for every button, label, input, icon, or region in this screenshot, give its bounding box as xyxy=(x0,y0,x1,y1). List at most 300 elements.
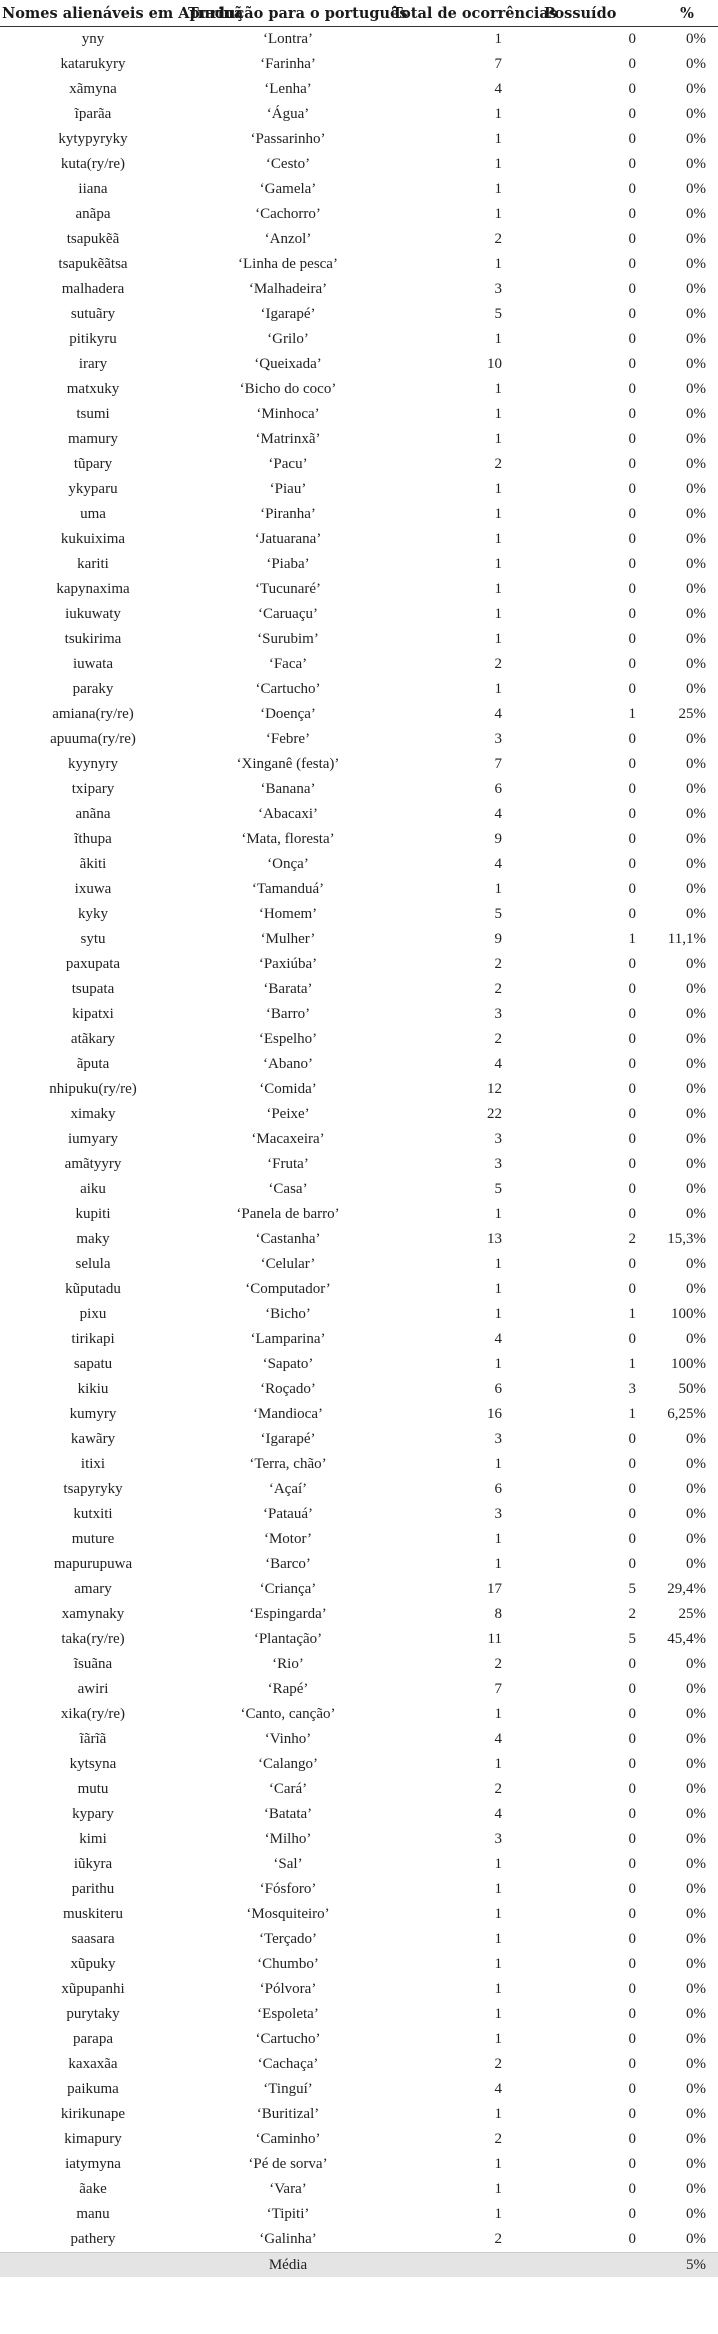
possessed-cell: 0 xyxy=(628,381,636,397)
percent-cell: 0% xyxy=(686,231,706,247)
table-row xyxy=(0,2202,718,2227)
apurina-name-cell: muture xyxy=(71,1531,115,1547)
table-row xyxy=(0,1302,718,1327)
possessed-cell: 0 xyxy=(628,1031,636,1047)
percent-cell: 0% xyxy=(686,281,706,297)
table-row xyxy=(0,1502,718,1527)
table-row xyxy=(0,1402,718,1427)
possessed-cell: 0 xyxy=(628,1331,636,1347)
total-cell: 3 xyxy=(494,731,502,747)
possessed-cell: 0 xyxy=(628,1181,636,1197)
percent-cell: 0% xyxy=(686,681,706,697)
possessed-cell: 1 xyxy=(628,1306,636,1322)
possessed-cell: 0 xyxy=(628,1981,636,1997)
possessed-cell: 0 xyxy=(628,1531,636,1547)
translation-cell: ‘Fósforo’ xyxy=(259,1881,317,1897)
percent-cell: 0% xyxy=(686,1681,706,1697)
possessed-cell: 0 xyxy=(628,1056,636,1072)
total-cell: 1 xyxy=(494,2156,502,2172)
total-cell: 2 xyxy=(494,2131,502,2147)
total-cell: 7 xyxy=(494,56,502,72)
translation-cell: ‘Tamanduá’ xyxy=(251,881,325,897)
total-cell: 1 xyxy=(494,481,502,497)
header-row xyxy=(0,0,718,27)
possessed-cell: 0 xyxy=(628,731,636,747)
total-cell: 12 xyxy=(487,1081,502,1097)
table-row xyxy=(0,1527,718,1552)
possessed-cell: 0 xyxy=(628,56,636,72)
apurina-name-cell: mapurupuwa xyxy=(53,1556,133,1572)
translation-cell: ‘Espoleta’ xyxy=(257,2006,319,2022)
total-cell: 4 xyxy=(494,2081,502,2097)
percent-cell: 100% xyxy=(671,1356,706,1372)
table-row xyxy=(0,1877,718,1902)
translation-cell: ‘Bicho’ xyxy=(265,1306,311,1322)
total-cell: 13 xyxy=(487,1231,502,1247)
percent-cell: 0% xyxy=(686,531,706,547)
translation-cell: ‘Sal’ xyxy=(273,1856,303,1872)
table-row xyxy=(0,1777,718,1802)
possessed-cell: 0 xyxy=(628,656,636,672)
apurina-name-cell: mamury xyxy=(68,431,118,447)
translation-cell: ‘Fruta’ xyxy=(267,1156,309,1172)
translation-cell: ‘Barco’ xyxy=(265,1556,311,1572)
percent-cell: 0% xyxy=(686,831,706,847)
total-cell: 2 xyxy=(494,231,502,247)
translation-cell: ‘Açaí’ xyxy=(268,1481,308,1497)
percent-cell: 0% xyxy=(686,106,706,122)
percent-cell: 15,3% xyxy=(667,1231,706,1247)
apurina-name-cell: maky xyxy=(76,1231,110,1247)
possessed-cell: 2 xyxy=(628,1231,636,1247)
apurina-name-cell: sutuãry xyxy=(70,306,116,322)
total-cell: 2 xyxy=(494,956,502,972)
table-row xyxy=(0,1052,718,1077)
apurina-name-cell: iuwata xyxy=(73,656,113,672)
total-cell: 3 xyxy=(494,1506,502,1522)
header-portuguese-translation: Tradução para o português xyxy=(186,0,390,27)
translation-cell: ‘Terçado’ xyxy=(258,1931,318,1947)
average-empty-cell xyxy=(390,2253,542,2278)
table-row xyxy=(0,952,718,977)
percent-cell: 0% xyxy=(686,1756,706,1772)
translation-cell: ‘Peixe’ xyxy=(266,1106,310,1122)
total-cell: 1 xyxy=(494,181,502,197)
table-row xyxy=(0,1427,718,1452)
table-row xyxy=(0,527,718,552)
possessed-cell: 0 xyxy=(628,1681,636,1697)
apurina-name-cell: kuta(ry/re) xyxy=(60,156,126,172)
apurina-name-cell: ykyparu xyxy=(68,481,118,497)
possessed-cell: 0 xyxy=(628,181,636,197)
possessed-cell: 1 xyxy=(628,931,636,947)
percent-cell: 0% xyxy=(686,2081,706,2097)
total-cell: 1 xyxy=(494,631,502,647)
total-cell: 1 xyxy=(494,1456,502,1472)
possessed-cell: 0 xyxy=(628,1106,636,1122)
apurina-name-cell: tsapyryky xyxy=(63,1481,123,1497)
translation-cell: ‘Cachaça’ xyxy=(257,2056,319,2072)
possessed-cell: 0 xyxy=(628,806,636,822)
total-cell: 1 xyxy=(494,381,502,397)
translation-cell: ‘Milho’ xyxy=(264,1831,312,1847)
possessed-cell: 0 xyxy=(628,2181,636,2197)
percent-cell: 0% xyxy=(686,431,706,447)
percent-cell: 0% xyxy=(686,1956,706,1972)
apurina-name-cell: taka(ry/re) xyxy=(61,1631,125,1647)
apurina-name-cell: kirikunape xyxy=(60,2106,126,2122)
apurina-name-cell: kikiu xyxy=(77,1381,109,1397)
percent-cell: 0% xyxy=(686,1506,706,1522)
percent-cell: 6,25% xyxy=(667,1406,706,1422)
apurina-name-cell: kumyry xyxy=(69,1406,117,1422)
table-row xyxy=(0,1852,718,1877)
table-row xyxy=(0,1077,718,1102)
total-cell: 6 xyxy=(494,781,502,797)
total-cell: 22 xyxy=(487,1106,502,1122)
possessed-cell: 0 xyxy=(628,1656,636,1672)
total-cell: 2 xyxy=(494,2056,502,2072)
translation-cell: ‘Piaba’ xyxy=(266,556,310,572)
translation-cell: ‘Matrinxã’ xyxy=(255,431,321,447)
total-cell: 1 xyxy=(494,2006,502,2022)
possessed-cell: 0 xyxy=(628,1081,636,1097)
total-cell: 4 xyxy=(494,81,502,97)
apurina-name-cell: amary xyxy=(74,1581,112,1597)
total-cell: 1 xyxy=(494,106,502,122)
total-cell: 16 xyxy=(487,1406,502,1422)
table-row xyxy=(0,627,718,652)
total-cell: 2 xyxy=(494,1031,502,1047)
possessed-cell: 0 xyxy=(628,1931,636,1947)
percent-cell: 0% xyxy=(686,2056,706,2072)
possessed-cell: 0 xyxy=(628,631,636,647)
possessed-cell: 0 xyxy=(628,306,636,322)
total-cell: 3 xyxy=(494,1431,502,1447)
possessed-cell: 0 xyxy=(628,2006,636,2022)
percent-cell: 0% xyxy=(686,1531,706,1547)
apurina-name-cell: pathery xyxy=(70,2231,116,2247)
translation-cell: ‘Rapé’ xyxy=(267,1681,309,1697)
table-row xyxy=(0,552,718,577)
apurina-name-cell: xamynaky xyxy=(61,1606,125,1622)
possessed-cell: 0 xyxy=(628,1806,636,1822)
translation-cell: ‘Casa’ xyxy=(268,1181,308,1197)
table-row xyxy=(0,452,718,477)
percent-cell: 0% xyxy=(686,356,706,372)
table-row xyxy=(0,127,718,152)
total-cell: 1 xyxy=(494,156,502,172)
total-cell: 1 xyxy=(494,406,502,422)
total-cell: 3 xyxy=(494,1831,502,1847)
table-row xyxy=(0,27,718,53)
apurina-name-cell: ãkiti xyxy=(79,856,107,872)
apurina-name-cell: anãpa xyxy=(75,206,111,222)
translation-cell: ‘Febre’ xyxy=(265,731,311,747)
apurina-name-cell: tsupata xyxy=(71,981,115,997)
percent-cell: 0% xyxy=(686,1481,706,1497)
table-row xyxy=(0,2077,718,2102)
possessed-cell: 5 xyxy=(628,1581,636,1597)
table-row xyxy=(0,1202,718,1227)
table-row xyxy=(0,1977,718,2002)
percent-cell: 0% xyxy=(686,131,706,147)
translation-cell: ‘Terra, chão’ xyxy=(249,1456,327,1472)
percent-cell: 0% xyxy=(686,1131,706,1147)
possessed-cell: 0 xyxy=(628,581,636,597)
apurina-name-cell: saasara xyxy=(71,1931,115,1947)
possessed-cell: 0 xyxy=(628,1156,636,1172)
apurina-name-cell: kyynyry xyxy=(68,756,118,772)
average-value: 5% xyxy=(656,2253,718,2278)
possessed-cell: 0 xyxy=(628,831,636,847)
table-row xyxy=(0,352,718,377)
total-cell: 1 xyxy=(494,1956,502,1972)
translation-cell: ‘Sapato’ xyxy=(262,1356,314,1372)
table-row xyxy=(0,327,718,352)
translation-cell: ‘Abacaxi’ xyxy=(258,806,318,822)
possessed-cell: 0 xyxy=(628,131,636,147)
translation-cell: ‘Batata’ xyxy=(263,1806,313,1822)
percent-cell: 0% xyxy=(686,256,706,272)
total-cell: 1 xyxy=(494,1556,502,1572)
translation-cell: ‘Xinganê (festa)’ xyxy=(236,756,340,772)
table-row xyxy=(0,2152,718,2177)
percent-cell: 0% xyxy=(686,606,706,622)
total-cell: 5 xyxy=(494,306,502,322)
translation-cell: ‘Plantação’ xyxy=(253,1631,323,1647)
translation-cell: ‘Barata’ xyxy=(263,981,313,997)
possessed-cell: 0 xyxy=(628,1556,636,1572)
apurina-name-cell: tsapukẽã xyxy=(66,231,120,247)
total-cell: 1 xyxy=(494,1906,502,1922)
average-empty-cell xyxy=(0,2253,186,2278)
apurina-name-cell: ĩãrĩã xyxy=(79,1731,107,1747)
apurina-name-cell: kyky xyxy=(78,906,108,922)
translation-cell: ‘Linha de pesca’ xyxy=(238,256,338,272)
apurina-name-cell: ximaky xyxy=(70,1106,116,1122)
apurina-name-cell: ĩsuãna xyxy=(73,1656,113,1672)
percent-cell: 0% xyxy=(686,381,706,397)
apurina-name-cell: kariti xyxy=(77,556,109,572)
table-row xyxy=(0,1452,718,1477)
total-cell: 1 xyxy=(494,31,502,47)
apurina-name-cell: kapynaxima xyxy=(56,581,130,597)
apurina-name-cell: selula xyxy=(75,1256,111,1272)
apurina-name-cell: apuuma(ry/re) xyxy=(50,731,136,747)
total-cell: 1 xyxy=(494,256,502,272)
percent-cell: 0% xyxy=(686,2181,706,2197)
header-total-occurrences: Total de ocorrências xyxy=(390,0,542,27)
apurina-name-cell: nhipuku(ry/re) xyxy=(49,1081,137,1097)
table-row xyxy=(0,377,718,402)
total-cell: 1 xyxy=(494,1356,502,1372)
apurina-name-cell: ĩthupa xyxy=(74,831,112,847)
percent-cell: 0% xyxy=(686,2231,706,2247)
total-cell: 1 xyxy=(494,581,502,597)
percent-cell: 0% xyxy=(686,881,706,897)
total-cell: 9 xyxy=(494,831,502,847)
percent-cell: 0% xyxy=(686,956,706,972)
total-cell: 6 xyxy=(494,1481,502,1497)
table-row xyxy=(0,802,718,827)
possessed-cell: 0 xyxy=(628,256,636,272)
total-cell: 3 xyxy=(494,1006,502,1022)
possessed-cell: 0 xyxy=(628,2231,636,2247)
percent-cell: 0% xyxy=(686,656,706,672)
table-row xyxy=(0,1252,718,1277)
possessed-cell: 0 xyxy=(628,2031,636,2047)
translation-cell: ‘Igarapé’ xyxy=(260,1431,316,1447)
possessed-cell: 0 xyxy=(628,1756,636,1772)
total-cell: 1 xyxy=(494,1981,502,1997)
translation-cell: ‘Cesto’ xyxy=(265,156,311,172)
apurina-name-cell: iumyary xyxy=(68,1131,118,1147)
table-row xyxy=(0,1027,718,1052)
percent-cell: 0% xyxy=(686,2106,706,2122)
apurina-name-cell: aiku xyxy=(80,1181,106,1197)
translation-cell: ‘Panela de barro’ xyxy=(236,1206,340,1222)
translation-cell: ‘Roçado’ xyxy=(260,1381,316,1397)
percent-cell: 0% xyxy=(686,631,706,647)
possessed-cell: 0 xyxy=(628,506,636,522)
apurina-name-cell: kaxaxãa xyxy=(68,2056,118,2072)
table-row xyxy=(0,1102,718,1127)
table-row xyxy=(0,752,718,777)
apurina-name-cell: kimapury xyxy=(64,2131,122,2147)
table-row xyxy=(0,1727,718,1752)
percent-cell: 0% xyxy=(686,56,706,72)
total-cell: 1 xyxy=(494,531,502,547)
total-cell: 7 xyxy=(494,1681,502,1697)
total-cell: 4 xyxy=(494,1056,502,1072)
possessed-cell: 0 xyxy=(628,856,636,872)
translation-cell: ‘Minhoca’ xyxy=(256,406,320,422)
apurina-name-cell: sapatu xyxy=(73,1356,113,1372)
possessed-cell: 0 xyxy=(628,81,636,97)
apurina-name-cell: anãna xyxy=(75,806,111,822)
translation-cell: ‘Mulher’ xyxy=(260,931,316,947)
translation-cell: ‘Lamparina’ xyxy=(250,1331,326,1347)
possessed-cell: 5 xyxy=(628,1631,636,1647)
translation-cell: ‘Buritizal’ xyxy=(256,2106,320,2122)
translation-cell: ‘Patauá’ xyxy=(263,1506,313,1522)
table-row xyxy=(0,227,718,252)
table-row xyxy=(0,1477,718,1502)
table-row xyxy=(0,1927,718,1952)
translation-cell: ‘Piau’ xyxy=(269,481,307,497)
possessed-cell: 0 xyxy=(628,1831,636,1847)
total-cell: 11 xyxy=(487,1631,502,1647)
translation-cell: ‘Surubim’ xyxy=(257,631,319,647)
translation-cell: ‘Água’ xyxy=(266,106,310,122)
translation-cell: ‘Motor’ xyxy=(263,1531,313,1547)
table-row xyxy=(0,427,718,452)
translation-cell: ‘Lenha’ xyxy=(264,81,312,97)
table-row xyxy=(0,2227,718,2253)
apurina-name-cell: pitikyru xyxy=(69,331,117,347)
possessed-cell: 1 xyxy=(628,1406,636,1422)
total-cell: 1 xyxy=(494,1531,502,1547)
translation-cell: ‘Canto, canção’ xyxy=(240,1706,336,1722)
table-row xyxy=(0,502,718,527)
percent-cell: 0% xyxy=(686,556,706,572)
table-row xyxy=(0,727,718,752)
total-cell: 2 xyxy=(494,1781,502,1797)
apurina-name-cell: xũpuky xyxy=(70,1956,116,1972)
translation-cell: ‘Mata, floresta’ xyxy=(241,831,335,847)
apurina-name-cell: paikuma xyxy=(67,2081,119,2097)
apurina-name-cell: iukuwaty xyxy=(65,606,121,622)
apurina-name-cell: muskiteru xyxy=(63,1906,123,1922)
percent-cell: 0% xyxy=(686,2006,706,2022)
translation-cell: ‘Gamela’ xyxy=(259,181,317,197)
possessed-cell: 0 xyxy=(628,2156,636,2172)
possessed-cell: 0 xyxy=(628,1456,636,1472)
table-row xyxy=(0,977,718,1002)
table-row xyxy=(0,2002,718,2027)
percent-cell: 0% xyxy=(686,1856,706,1872)
apurina-name-cell: ixuwa xyxy=(74,881,112,897)
translation-cell: ‘Tipiti’ xyxy=(266,2206,310,2222)
percent-cell: 0% xyxy=(686,981,706,997)
translation-cell: ‘Chumbo’ xyxy=(257,1956,319,1972)
possessed-cell: 0 xyxy=(628,681,636,697)
translation-cell: ‘Macaxeira’ xyxy=(251,1131,325,1147)
translation-cell: ‘Cartucho’ xyxy=(255,2031,321,2047)
apurina-name-cell: iatymyna xyxy=(65,2156,121,2172)
possessed-cell: 0 xyxy=(628,1731,636,1747)
percent-cell: 0% xyxy=(686,1206,706,1222)
total-cell: 1 xyxy=(494,1881,502,1897)
total-cell: 1 xyxy=(494,1756,502,1772)
table-row xyxy=(0,1752,718,1777)
apurina-name-cell: itixi xyxy=(80,1456,106,1472)
total-cell: 4 xyxy=(494,856,502,872)
possessed-cell: 0 xyxy=(628,1956,636,1972)
percent-cell: 0% xyxy=(686,331,706,347)
table-row xyxy=(0,2177,718,2202)
average-row xyxy=(0,2253,718,2278)
possessed-cell: 0 xyxy=(628,406,636,422)
apurina-name-cell: tsumi xyxy=(76,406,110,422)
percent-cell: 0% xyxy=(686,1831,706,1847)
apurina-name-cell: tirikapi xyxy=(71,1331,115,1347)
total-cell: 1 xyxy=(494,1306,502,1322)
possessed-cell: 0 xyxy=(628,331,636,347)
table-row xyxy=(0,1577,718,1602)
table-row xyxy=(0,602,718,627)
total-cell: 5 xyxy=(494,906,502,922)
translation-cell: ‘Cartucho’ xyxy=(255,681,321,697)
table-row xyxy=(0,1802,718,1827)
table-row xyxy=(0,852,718,877)
table-row xyxy=(0,52,718,77)
apurina-name-cell: purytaky xyxy=(66,2006,120,2022)
percent-cell: 0% xyxy=(686,1881,706,1897)
translation-cell: ‘Doença’ xyxy=(260,706,316,722)
percent-cell: 0% xyxy=(686,756,706,772)
table-row xyxy=(0,152,718,177)
total-cell: 4 xyxy=(494,806,502,822)
table-row xyxy=(0,1902,718,1927)
possessed-cell: 0 xyxy=(628,1481,636,1497)
total-cell: 1 xyxy=(494,2031,502,2047)
percent-cell: 0% xyxy=(686,1331,706,1347)
translation-cell: ‘Passarinho’ xyxy=(250,131,326,147)
apurina-name-cell: awiri xyxy=(77,1681,109,1697)
translation-cell: ‘Queixada’ xyxy=(254,356,322,372)
